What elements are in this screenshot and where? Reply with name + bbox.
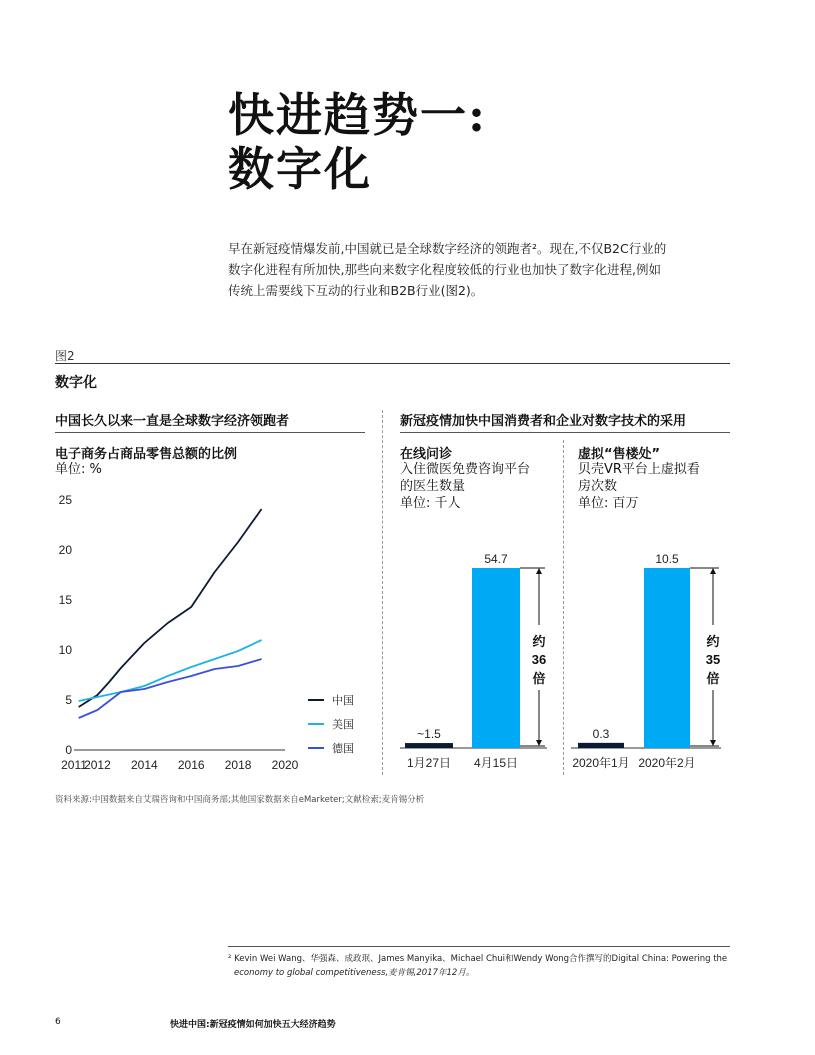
x-tick-label: 2018	[224, 758, 252, 772]
page-number: 6	[55, 1017, 61, 1027]
footnote-line: economy to global competitiveness,麦肯锡,2017年12月。	[234, 968, 475, 978]
x-tick-label: 2012	[84, 758, 111, 772]
x-tick-label: 2020	[271, 758, 299, 772]
bar-chart-virtual-sales	[566, 540, 734, 780]
y-tick-label: 20	[58, 543, 72, 557]
panel2-unit: 单位: 百万	[578, 496, 639, 511]
annotation-text: 36	[531, 652, 547, 667]
figure-label: 图2	[55, 349, 75, 363]
panel2-desc-line: 房次数	[578, 479, 618, 494]
source-note: 资料来源:中国数据来自艾瑞咨询和中国商务部;其他国家数据来自eMarketer;文献检索;麦肯锡分析	[55, 795, 425, 805]
line-chart	[40, 485, 380, 780]
bar	[405, 743, 453, 748]
bar-category-label: 4月15日	[473, 756, 519, 770]
annotation-arrowhead	[710, 568, 716, 574]
x-tick-label: 2014	[130, 758, 158, 772]
bar-category-label: 2020年2月	[638, 756, 696, 770]
x-tick-label: 2016	[177, 758, 205, 772]
footnote	[228, 952, 728, 980]
right-section-heading: 新冠疫情加快中国消费者和企业对数字技术的采用	[400, 414, 687, 429]
intro-line: 数字化进程有所加快,那些向来数字化程度较低的行业也加快了数字化进程,例如	[228, 262, 661, 277]
annotation-text: 约	[706, 634, 720, 649]
y-tick-label: 25	[58, 493, 72, 507]
bar-chart-online-consultation	[395, 540, 563, 780]
annotation-arrowhead	[536, 568, 542, 574]
annotation-arrowhead	[710, 740, 716, 746]
bar-value-label: 0.3	[592, 726, 610, 741]
panel1-desc-line: 入住微医免费咨询平台	[400, 462, 531, 477]
section-divider	[382, 410, 383, 775]
line-chart-title: 电子商务占商品零售总额的比例	[55, 447, 238, 462]
bar	[578, 743, 624, 748]
intro-line: 传统上需要线下互动的行业和B2B行业(图2)。	[228, 283, 484, 298]
y-tick-label: 5	[65, 693, 72, 707]
annotation-text: 35	[705, 652, 721, 667]
annotation-text: 倍	[532, 671, 546, 686]
left-section-rule	[55, 432, 365, 433]
bar-value-label: 10.5	[655, 552, 679, 566]
annotation-text: 约	[532, 634, 546, 649]
series-line	[79, 640, 262, 701]
footnote-rule	[228, 946, 730, 947]
title-line-1: 快进趋势一:	[228, 88, 487, 142]
legend-label: 德国	[332, 743, 354, 755]
panel2-title: 虚拟“售楼处”	[578, 447, 661, 462]
intro-line: 早在新冠疫情爆发前,中国就已是全球数字经济的领跑者²。现在,不仅B2C行业的	[228, 241, 667, 256]
y-tick-label: 15	[58, 593, 72, 607]
panel1-unit: 单位: 千人	[400, 496, 461, 511]
bar	[472, 568, 520, 748]
annotation-arrowhead	[536, 740, 542, 746]
bar-category-label: 2020年1月	[572, 756, 630, 770]
line-chart-unit: 单位: %	[55, 462, 102, 477]
intro-paragraph	[228, 238, 728, 301]
title-line-2: 数字化	[228, 142, 372, 196]
x-tick-label: 2011	[61, 758, 87, 772]
y-tick-label: 10	[58, 643, 72, 657]
series-line	[79, 509, 262, 707]
legend-label: 美国	[332, 719, 354, 731]
footer-title: 快进中国:新冠疫情如何加快五大经济趋势	[170, 1020, 336, 1030]
annotation-text: 倍	[706, 671, 720, 686]
series-line	[79, 659, 262, 718]
figure-title: 数字化	[55, 375, 97, 391]
bar-value-label: 54.7	[484, 552, 508, 566]
bar-value-label: ~1.5	[417, 727, 441, 742]
bar-category-label: 1月27日	[406, 756, 452, 770]
panel1-desc-line: 的医生数量	[400, 479, 466, 494]
y-tick-label: 0	[65, 743, 72, 757]
page-title	[228, 88, 487, 196]
right-section-rule	[400, 432, 730, 433]
panel-divider	[563, 440, 564, 775]
legend-label: 中国	[332, 695, 354, 707]
footnote-line: ² Kevin Wei Wang、华强森、成政珉、James Manyika、Michael Chui和Wendy Wong合作撰写的Digital China: Powering the	[228, 954, 728, 964]
left-section-heading: 中国长久以来一直是全球数字经济领跑者	[55, 414, 290, 429]
figure-top-rule	[55, 363, 730, 364]
panel2-desc-line: 贝壳VR平台上虚拟看	[578, 462, 700, 477]
bar	[644, 568, 690, 748]
panel1-title: 在线问诊	[400, 447, 453, 462]
